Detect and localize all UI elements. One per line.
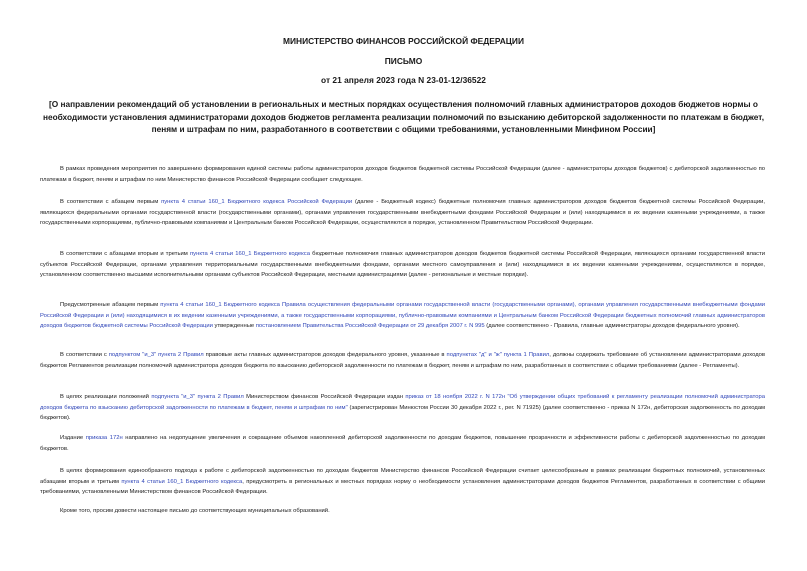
paragraph (40, 300, 765, 332)
paragraph (40, 392, 765, 424)
paragraph (40, 197, 765, 229)
paragraph-text: утвержденные (212, 323, 256, 330)
paragraph-text: Издание (60, 435, 86, 441)
document-type: ПИСЬМО (384, 56, 423, 66)
paragraph-text: Предусмотренные абзацем первым (60, 302, 161, 308)
document-link[interactable]: подпунктах "д" и "ж" пункта 1 Правил (446, 352, 550, 358)
paragraph-text: , должны содержать требование об установлении администраторами доходов бюджетов Регламентов реализации полномочий администратора доходов бюджета по взысканию дебиторской задолженности по платежам в бюджет, пеням и штрафам по ним, разработанных в соответствии с общими требованиями (далее - Регламенты). (40, 352, 766, 369)
document-link[interactable]: приказа 172н (85, 435, 123, 441)
paragraph (40, 350, 765, 371)
paragraph-text: Кроме того, просим довести настоящее письмо до соответствующих муниципальных образований. (60, 508, 330, 514)
paragraph-text: В соответствии с (60, 352, 109, 358)
paragraph-text: (далее соответственно - Правила, главные администраторы доходов федерального уровня). (484, 323, 740, 330)
paragraph-text: Министерством финансов Российской Федерации издан (243, 394, 406, 400)
paragraph (40, 249, 765, 281)
paragraph (40, 466, 765, 498)
paragraph-text: правовые акты главных администраторов доходов федерального уровня, указанные в (203, 352, 447, 358)
paragraph-text: (зарегистрирован Минюстом России 30 декабря 2022 г., рег. N 71925) (далее соответственно - приказ N 172н, дебиторская задолженность по доходам бюджетов). (40, 404, 765, 422)
ministry-heading: МИНИСТЕРСТВО ФИНАНСОВ РОССИЙСКОЙ ФЕДЕРАЦИИ (283, 36, 524, 46)
document-date-number: от 21 апреля 2023 года N 23-01-12/36522 (321, 75, 486, 85)
document-link[interactable]: подпункта "и_3" пункта 2 Правил (151, 394, 244, 400)
paragraph-text: бюджетные полномочия главных администраторов доходов бюджетов бюджетной системы Российской Федерации, являющихся органами государственной власти субъектов Российской Федерации, органами управления территориальными государственными внебюджетными фондами, органами местного самоуправления и (или) находящимися в их ведении казенными учреждениями, осуществляются в порядке, установленном соответственно высшими исполнительными органами субъектов Российской Федерации, местными администрациями (далее - региональные и местные порядки). (40, 251, 765, 279)
paragraph-text: В целях реализации положений (60, 394, 152, 400)
document-link[interactable]: пункта 4 статьи 160_1 Бюджетного кодекса Российской Федерации (161, 199, 353, 205)
document-title: [О направлении рекомендаций об установлении в региональных и местных порядках осуществления полномочий главных администраторов доходов бюджетов нормы о необходимости установления администраторами доходов бюджетов регламента реализации полномочий по взысканию дебиторской задолженности по платежам в бюджет, пеням и штрафам по ним, разработанного в соответствии с общими требованиями, установленными Минфином России] (42, 99, 765, 134)
paragraph-text: В соответствии с абзацем первым (60, 199, 162, 205)
document-link[interactable]: пункта 4 статьи 160_1 Бюджетного кодекса Правила осуществления федеральными органами государственной власти (государственными органами), органами управления государственными внебюджетными фондами Российской Федерации и (или) находящимися в их ведении казенными учреждениями, а также государственными корпорациями, публично-правовыми компаниями и Центральным банком Российской Федерации бюджетных полномочий главных администраторов доходов бюджетов бюджетной системы Российской Федерации (40, 302, 765, 330)
document-link[interactable]: пункта 4 статьи 160_1 Бюджетного кодекса (190, 251, 310, 257)
paragraph (40, 164, 765, 185)
paragraph-text: В соответствии с абзацами вторым и третьим (60, 251, 190, 257)
document-link[interactable]: подпунктом "и_3" пункта 2 Правил (108, 352, 204, 358)
paragraph-text: В рамках проведения мероприятия по завершению формирования единой системы работы администраторов доходов бюджетов бюджетной системы Российской Федерации (далее - администраторы доходов бюджетов) с дебиторской задолженностью по платежам в бюджет, пеням и штрафам по ним Министерство финансов Российской Федерации сообщает следующее. (40, 166, 765, 183)
paragraph-text: направлено на недопущение увеличения и сокращение объемов накопленной дебиторской задолженности по доходам бюджетов, повышение прозрачности и эффективности работы с дебиторской задолженностью по доходам бюджетов. (40, 435, 765, 452)
paragraph-text: , предусмотреть в региональных и местных порядках норму о необходимости установления администраторами доходов бюджетов Регламентов, разработанных в соответствии с общими требованиями, установленными Министерством финансов Российской Федерации. (40, 478, 765, 496)
document-link[interactable]: приказ от 18 ноября 2022 г. N 172н "Об утверждении общих требований к регламенту реализации полномочий администратора доходов бюджета по взысканию дебиторской задолженности по платежам в бюджет, пеням и штрафам по ним" (40, 394, 765, 411)
paragraph (40, 506, 765, 517)
document-link[interactable]: постановлением Правительства Российской Федерации от 29 декабря 2007 г. N 995 (255, 323, 485, 330)
paragraph-text: В целях формирования единообразного подхода к работе с дебиторской задолженностью по доходам бюджетов Министерство финансов Российской Федерации считает целесообразным в рамках реализации бюджетных полномочий, установленных абзацами вторым и третьим (40, 468, 765, 485)
document-link[interactable]: пункта 4 статьи 160_1 Бюджетного кодекса (121, 478, 243, 485)
paragraph-text: (далее - Бюджетный кодекс) бюджетные полномочия главных администраторов доходов бюджетов бюджетной системы Российской Федерации, являющихся федеральными органами государственной власти (государственными органами), органами управления государственными внебюджетными фондами Российской Федерации и (или) находящимися в их ведении казенными учреждениями, а также государственными корпорациями, публично-правовыми компаниями и Центральным банком Российской Федерации, осуществляются в порядке, установленном Правительством Российской Федерации. (40, 199, 766, 227)
paragraph (40, 433, 765, 454)
